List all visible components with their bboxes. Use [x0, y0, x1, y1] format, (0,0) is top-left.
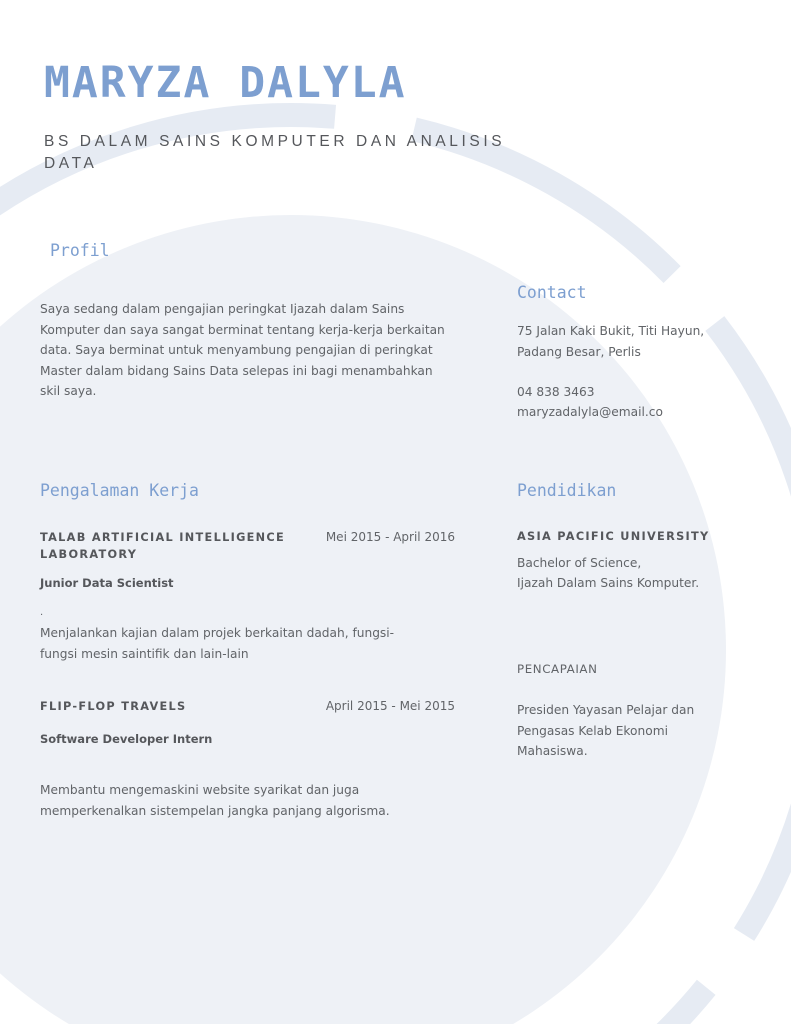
- achievements-text: Presiden Yayasan Pelajar dan Pengasas Kelab Ekonomi Mahasiswa.: [517, 703, 695, 758]
- contact-heading: Contact: [517, 283, 587, 302]
- education-institution: ASIA PACIFIC UNIVERSITY: [517, 530, 710, 543]
- job-description: Menjalankan kajian dalam projek berkaitan dadah, fungsi-fungsi mesin saintifik dan lain-lain: [40, 626, 395, 661]
- education-heading: Pendidikan: [517, 481, 617, 500]
- job-dates: Mei 2015 - April 2016: [325, 530, 455, 544]
- contact-phone: 04 838 3463: [517, 385, 595, 399]
- job-dates: April 2015 - Mei 2015: [325, 699, 455, 713]
- candidate-name: MARYZA DALYLA: [44, 58, 407, 108]
- profile-heading: Profil: [50, 241, 110, 260]
- job-description: Membantu mengemaskini website syarikat dan juga memperkenalkan sistempelan jangka panjang algorisma.: [40, 783, 390, 818]
- contact-address: 75 Jalan Kaki Bukit, Titi Hayun, Padang Besar, Perlis: [517, 324, 705, 359]
- contact-email: maryzadalyla@email.co: [517, 405, 663, 419]
- candidate-subtitle: BS DALAM SAINS KOMPUTER DAN ANALISIS DATA: [44, 133, 506, 172]
- job-role: Junior Data Scientist: [40, 576, 174, 590]
- experience-heading: Pengalaman Kerja: [40, 481, 199, 500]
- job-role: Software Developer Intern: [40, 732, 213, 746]
- education-degree-detail: Ijazah Dalam Sains Komputer.: [517, 576, 700, 590]
- achievements-heading: PENCAPAIAN: [517, 662, 598, 676]
- job-company: TALAB ARTIFICIAL INTELLIGENCE LABORATORY: [40, 531, 286, 561]
- job-company: FLIP-FLOP TRAVELS: [40, 700, 187, 713]
- education-degree: Bachelor of Science,: [517, 556, 642, 570]
- profile-text: Saya sedang dalam pengajian peringkat Ijazah dalam Sains Komputer dan saya sangat berminat tentang kerja-kerja berkaitan data. Saya berminat untuk menyambung pengajian di peringkat Master dalam bidang Sains Data selepas ini bagi menambahkan skil saya.: [40, 302, 445, 398]
- job-extra: .: [40, 607, 44, 618]
